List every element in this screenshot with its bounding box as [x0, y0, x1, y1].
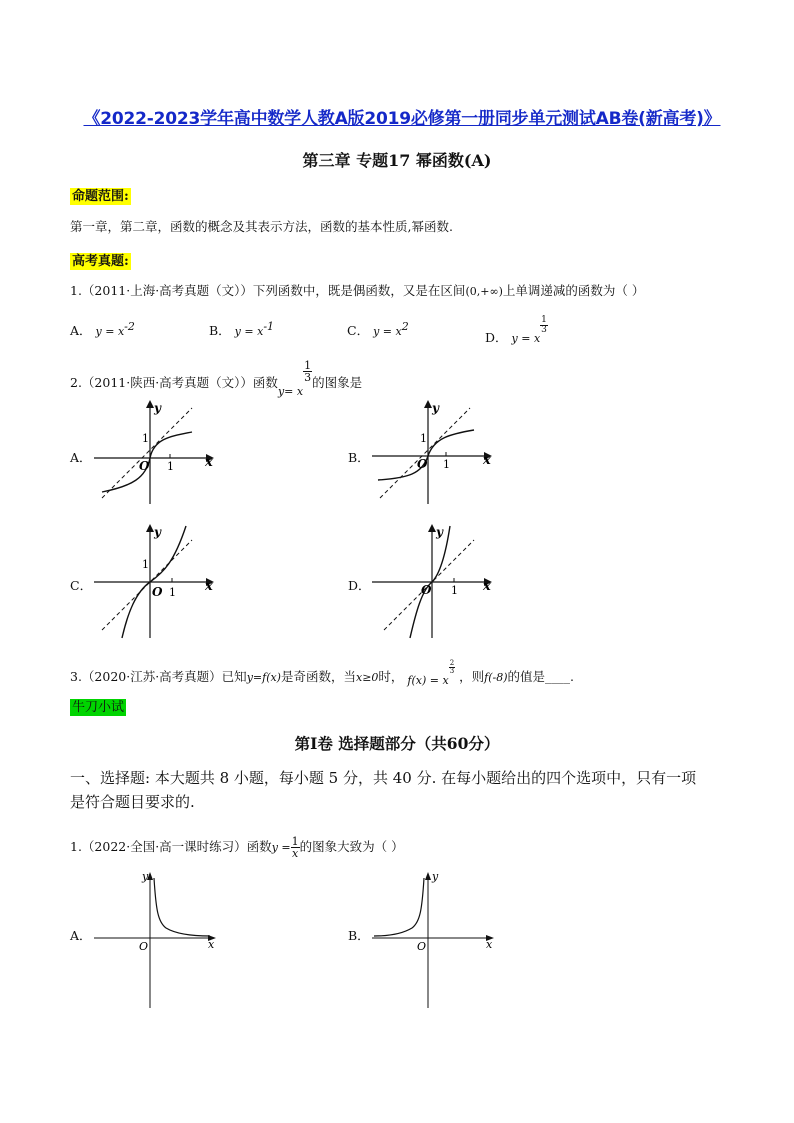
graph-origin-label: O — [152, 585, 163, 599]
chapter-heading: 第三章 专题17 幂函数(A) — [302, 151, 492, 170]
practice-graph-a[interactable] — [92, 870, 222, 1010]
graph-y-label: y — [142, 870, 149, 883]
practice-q1-option-a-label[interactable]: A． — [70, 928, 92, 943]
q2-graph-b[interactable] — [370, 398, 500, 506]
instructions — [70, 766, 730, 814]
graph-origin-label: O — [417, 457, 428, 471]
graph-x-label: x — [205, 455, 213, 470]
graph-x-label: x — [205, 579, 213, 594]
section-title: 第Ⅰ卷 选择题部分（共60分） — [294, 734, 500, 753]
gaokao-question-3: 3.（2020·江苏·高考真题）已知y=f(x)是奇函数，当x≥0时， f(x) = x $\frac{2}{3}$ ，则f(-8)的值是____. — [70, 659, 575, 687]
graph-y-one: 1 — [142, 432, 149, 445]
graph-x-label: x — [483, 453, 491, 468]
graph-x-one: 1 — [443, 458, 450, 471]
q2-option-b-label[interactable]: B． — [348, 450, 370, 465]
q1-option-a[interactable]: A． $y = x^{-2}$ — [70, 320, 135, 339]
q1-option-c[interactable]: C． $y = x^2$ — [347, 320, 409, 339]
graph-origin-label: O — [139, 459, 150, 473]
q2-graph-d[interactable] — [370, 522, 500, 640]
q1-option-d[interactable]: D． y = x $\frac{1}{3}$ — [485, 315, 547, 345]
graph-x-one: 1 — [451, 584, 458, 597]
practice-q1-option-b-label[interactable]: B． — [348, 928, 370, 943]
graph-y-label: y — [154, 525, 161, 539]
practice-graph-b[interactable] — [370, 870, 500, 1010]
document-title: 《2022-2023学年高中数学人教A版2019必修第一册同步单元测试AB卷(新高考)》 — [83, 109, 721, 129]
graph-x-one: 1 — [169, 586, 176, 599]
scope-text: 第一章，第二章，函数的概念及其表示方法，函数的基本性质,幂函数. — [70, 219, 453, 234]
graph-y-label: y — [436, 525, 443, 539]
practice-question-1: 1.（2022·全国·高一课时练习）函数y = $\frac{1}{x}$ 的图象大致为（ ） — [70, 835, 404, 860]
graph-x-one: 1 — [167, 460, 174, 473]
gaokao-question-1: 1.（2011·上海·高考真题（文））下列函数中，既是偶函数，又是在区间(0,+∞)上单调递减的函数为（ ） — [70, 283, 645, 298]
graph-y-label: y — [432, 870, 439, 883]
gaokao-question-2: 2.（2011·陕西·高考真题（文））函数y= x $\frac{1}{3}$ 的图象是 — [70, 359, 363, 398]
instructions-line-1: 一、选择题: 本大题共 8 小题，每小题 5 分，共 40 分. 在每小题给出的四个选项中，只有一项 — [70, 769, 697, 787]
q2-option-d-label[interactable]: D． — [348, 578, 371, 593]
q2-graph-a[interactable] — [92, 398, 222, 506]
graph-y-label: y — [432, 401, 439, 415]
scope-label: 命题范围: — [72, 189, 129, 204]
q2-option-a-label[interactable]: A． — [70, 450, 92, 465]
instructions-line-2: 是符合题目要求的. — [70, 793, 195, 811]
q2-option-c-label[interactable]: C． — [70, 578, 93, 593]
graph-origin-label: O — [417, 940, 427, 953]
q2-graph-c[interactable] — [92, 522, 222, 640]
q1-option-b[interactable]: B． $y = x^{-1}$ — [209, 320, 275, 339]
graph-x-label: x — [208, 938, 215, 951]
practice-label: 牛刀小试 — [72, 700, 125, 715]
graph-origin-label: O — [421, 583, 432, 597]
graph-x-label: x — [486, 938, 493, 951]
gaokao-label: 高考真题: — [72, 254, 129, 269]
graph-y-label: y — [154, 401, 161, 415]
graph-y-one: 1 — [420, 432, 427, 445]
graph-x-label: x — [483, 579, 491, 594]
graph-origin-label: O — [139, 940, 149, 953]
graph-y-one: 1 — [142, 558, 149, 571]
